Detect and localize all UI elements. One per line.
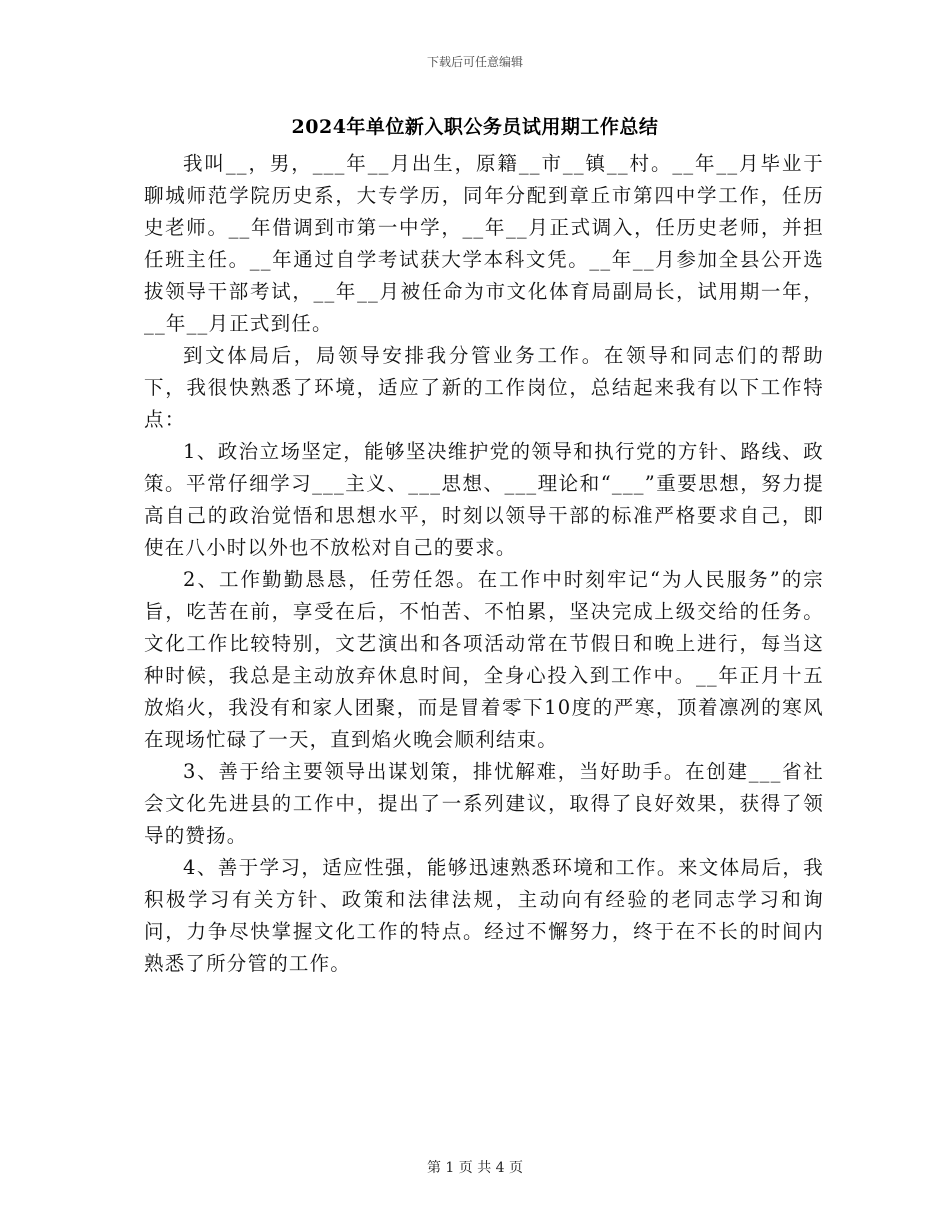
paragraph-work-intro: 到文体局后，局领导安排我分管业务工作。在领导和同志们的帮助下，我很快熟悉了环境，适应了新的工作岗位，总结起来我有以下工作特点： bbox=[144, 344, 824, 431]
page-indicator: 第 1 页 共 4 页 bbox=[426, 1160, 524, 1176]
paragraph-point-4: 4、善于学习，适应性强，能够迅速熟悉环境和工作。来文体局后，我积极学习有关方针、政策和法律法规，主动向有经验的老同志学习和询问，力争尽快掌握文化工作的特点。经过不懈努力，终于在不长的时间内熟悉了所分管的工作。 bbox=[144, 856, 824, 975]
download-edit-note: 下载后可任意编辑 bbox=[426, 55, 523, 69]
paragraph-point-2: 2、工作勤勤恳恳，任劳任怨。在工作中时刻牢记“为人民服务”的宗旨，吃苦在前，享受在后，不怕苦、不怕累，坚决完成上级交给的任务。文化工作比较特别，文艺演出和各项活动常在节假日和晚上进行，每当这种时候，我总是主动放弃休息时间，全身心投入到工作中。__年正月十五放焰火，我没有和家人团聚，而是冒着零下10度的严寒，顶着凛冽的寒风在现场忙碌了一天，直到焰火晚会顺利结束。 bbox=[144, 568, 824, 751]
paragraph-point-1: 1、政治立场坚定，能够坚决维护党的领导和执行党的方针、路线、政策。平常仔细学习___主义、___思想、___理论和“___”重要思想，努力提高自己的政治觉悟和思想水平，时刻以领导干部的标准严格要求自己，即使在八小时以外也不放松对自己的要求。 bbox=[144, 440, 824, 559]
paragraph-point-3: 3、善于给主要领导出谋划策，排忧解难，当好助手。在创建___省社会文化先进县的工作中，提出了一系列建议，取得了良好效果，获得了领导的赞扬。 bbox=[144, 760, 824, 847]
document-title: 2024年单位新入职公务员试用期工作总结 bbox=[291, 116, 659, 138]
document-body bbox=[144, 148, 824, 980]
paragraph-personal-info: 我叫__，男，___年__月出生，原籍__市__镇__村。__年__月毕业于聊城师范学院历史系，大专学历，同年分配到章丘市第四中学工作，任历史老师。__年借调到市第一中学，__年__月正式调入，任历史老师，并担任班主任。__年通过自学考试获大学本科文凭。__年__月参加全县公开选拔领导干部考试，__年__月被任命为市文化体育局副局长，试用期一年，__年__月正式到任。 bbox=[144, 152, 824, 335]
